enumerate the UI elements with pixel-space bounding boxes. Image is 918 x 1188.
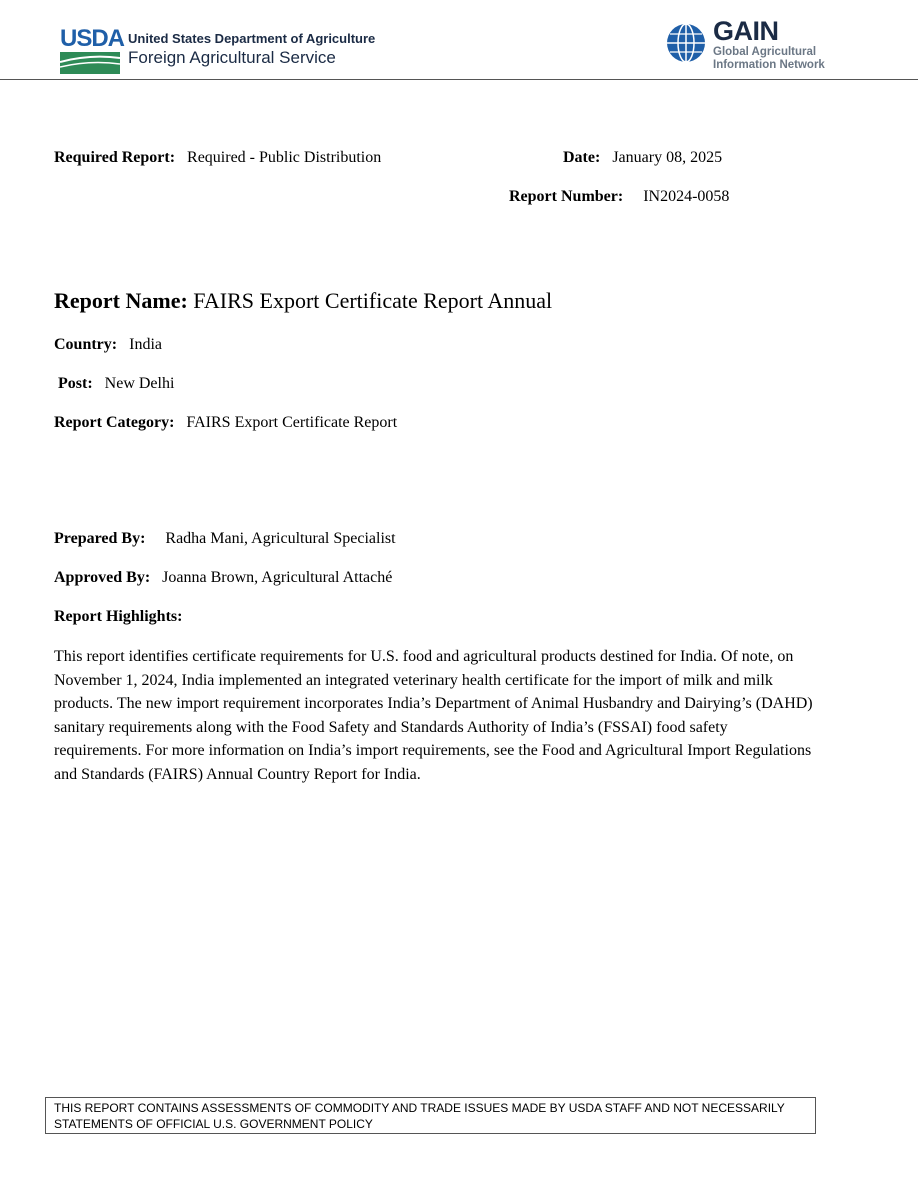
- post-label: Post:: [58, 375, 93, 392]
- gain-globe-icon: [665, 22, 707, 64]
- report-category-label: Report Category:: [54, 414, 175, 431]
- report-number-label: Report Number:: [509, 188, 624, 205]
- required-report-value: Required - Public Distribution: [187, 149, 382, 166]
- date-value: January 08, 2025: [612, 149, 723, 166]
- gain-subtitle-line2: Information Network: [713, 59, 825, 71]
- report-highlights-text: This report identifies certificate requirements for U.S. food and agricultural products destined for India. Of note, on November 1, 2024, India implemented an integrated veterinary health certificate for the import of milk and milk products. The new import requirement incorporates India’s Department of Animal Husbandry and Dairying’s (DAHD) sanitary requirements along with the Food Safety and Standards Authority of India’s (FSSAI) food safety requirements. For more information on India’s import requirements, see the Food and Agricultural Import Regulations and Standards (FAIRS) Annual Country Report for India.: [54, 648, 813, 783]
- report-category-row: [54, 413, 397, 433]
- prepared-by-value: Radha Mani, Agricultural Specialist: [165, 530, 396, 547]
- report-number-value: IN2024-0058: [643, 188, 730, 205]
- disclaimer-line-2: STATEMENTS OF OFFICIAL U.S. GOVERNMENT POLICY: [54, 1117, 373, 1131]
- date-row: [563, 148, 722, 168]
- date-label: Date:: [563, 149, 601, 166]
- disclaimer-line-1: THIS REPORT CONTAINS ASSESSMENTS OF COMMODITY AND TRADE ISSUES MADE BY USDA STAFF AND NOT NECESSARILY: [54, 1101, 785, 1115]
- department-name: United States Department of Agriculture: [128, 31, 376, 46]
- report-name-value: FAIRS Export Certificate Report Annual: [193, 288, 553, 313]
- usda-logo-text: USDA: [60, 25, 125, 52]
- gain-title: GAIN: [713, 16, 779, 46]
- usda-logo-stripe-icon: [60, 52, 120, 74]
- post-value: New Delhi: [104, 375, 175, 392]
- usda-logo: [60, 25, 125, 72]
- approved-by-value: Joanna Brown, Agricultural Attaché: [162, 569, 393, 586]
- approved-by-label: Approved By:: [54, 569, 151, 586]
- service-name: Foreign Agricultural Service: [128, 48, 336, 67]
- required-report-row: [54, 148, 381, 168]
- prepared-by-label: Prepared By:: [54, 530, 146, 547]
- header-divider: [0, 79, 918, 80]
- report-category-value: FAIRS Export Certificate Report: [186, 414, 398, 431]
- report-name-row: [54, 288, 552, 314]
- country-value: India: [129, 336, 162, 353]
- approved-by-row: [54, 568, 392, 588]
- disclaimer-box: [45, 1097, 816, 1134]
- report-name-label: Report Name:: [54, 288, 188, 313]
- prepared-by-row: [54, 529, 396, 549]
- post-row: [58, 374, 174, 394]
- gain-subtitle-line1: Global Agricultural: [713, 46, 817, 58]
- country-label: Country:: [54, 336, 118, 353]
- report-number-row: [509, 187, 729, 207]
- required-report-label: Required Report:: [54, 149, 176, 166]
- country-row: [54, 335, 162, 355]
- report-highlights-heading: Report Highlights:: [54, 608, 183, 625]
